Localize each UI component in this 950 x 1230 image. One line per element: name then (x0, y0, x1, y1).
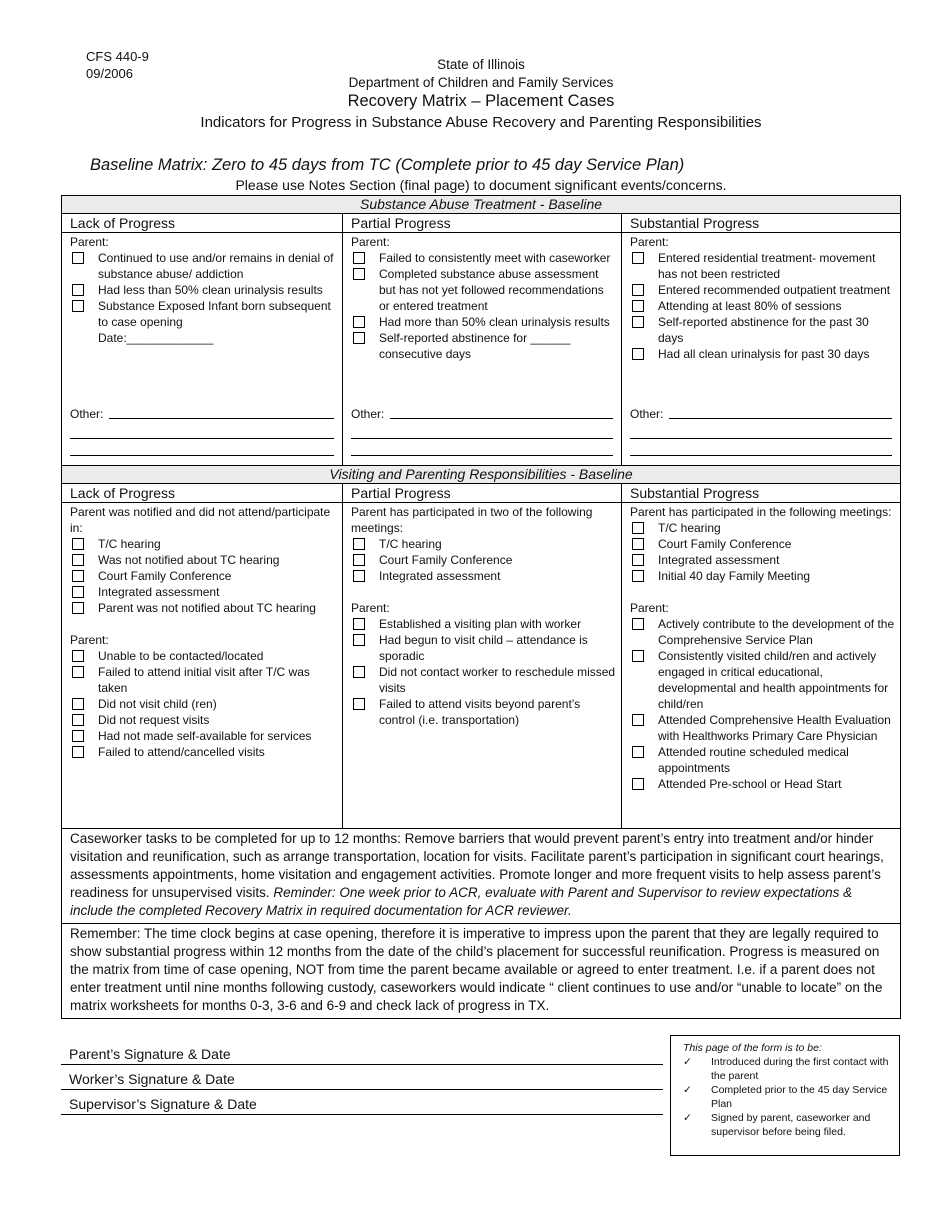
checkbox[interactable] (72, 586, 84, 598)
checklist-item[interactable]: Court Family Conference (630, 536, 896, 552)
checklist-item[interactable]: Integrated assessment (351, 568, 617, 584)
checkbox[interactable] (632, 746, 644, 758)
supervisor-signature-line[interactable]: Supervisor’s Signature & Date (61, 1090, 663, 1115)
other-line[interactable] (351, 422, 613, 439)
checklist-item[interactable]: T/C hearing (630, 520, 896, 536)
column-lack-of-progress: Lack of Progress (62, 214, 343, 233)
checklist-item[interactable]: Initial 40 day Family Meeting (630, 568, 896, 584)
checklist-item[interactable]: Failed to consistently meet with caseworker (351, 250, 617, 266)
checklist-item[interactable]: Was not notified about TC hearing (70, 552, 338, 568)
check-mark-icon: ✓ (683, 1056, 692, 1068)
usage-note-item: ✓ Introduced during the first contact with the parent (683, 1056, 889, 1082)
form-revision-date: 09/2006 (86, 66, 133, 81)
notes-instruction: Please use Notes Section (final page) to document significant events/concerns. (235, 177, 727, 193)
parent-label: Parent: (351, 235, 390, 249)
recovery-matrix-table (61, 195, 901, 1019)
parent-label: Parent: (630, 601, 669, 615)
checkbox[interactable] (632, 522, 644, 534)
checkbox[interactable] (72, 252, 84, 264)
checkbox[interactable] (632, 570, 644, 582)
checkbox[interactable] (72, 698, 84, 710)
form-title: Recovery Matrix – Placement Cases (347, 92, 615, 110)
checklist-item[interactable]: Had all clean urinalysis for past 30 days (630, 346, 896, 362)
worker-signature-line[interactable]: Worker’s Signature & Date (61, 1065, 663, 1090)
department-name: Department of Children and Family Services (348, 75, 614, 90)
checklist-item[interactable]: Court Family Conference (70, 568, 338, 584)
remember-note: Remember: The time clock begins at case opening, therefore it is imperative to impress upon the parent that they are legally required to show substantial progress within 12 months from the date of the child’s placement for successful reunification. Progress is measured on the matrix from time of case opening, NOT from time the parent became available or agreed to enter treatment. I.e. if a parent does not enter treatment until nine months following custody, caseworkers would indicate “ client continues to use and/or “unable to locate” on the matrix worksheets for months 0-3, 3-6 and 6-9 and check lack of progress in TX. (62, 924, 901, 1019)
checklist-item[interactable]: Attended Comprehensive Health Evaluation with Healthworks Primary Care Physician (630, 712, 896, 744)
checkbox[interactable] (632, 778, 644, 790)
other-line[interactable] (351, 439, 613, 456)
column-partial-progress: Partial Progress (343, 484, 622, 503)
visiting-partial-cell (343, 503, 622, 829)
checkbox[interactable] (72, 666, 84, 678)
checkbox[interactable] (72, 714, 84, 726)
checklist-item[interactable]: Self-reported abstinence for the past 30 days (630, 314, 896, 346)
checklist-item[interactable]: Self-reported abstinence for ______ consecutive days (351, 330, 617, 362)
checkbox[interactable] (72, 730, 84, 742)
intro-text: Parent has participated in the following meetings: (630, 505, 892, 519)
checklist-item[interactable]: Substance Exposed Infant born subsequent to case opening (70, 298, 338, 330)
visiting-substantial-cell (622, 503, 901, 829)
checkbox[interactable] (72, 570, 84, 582)
checkbox[interactable] (353, 618, 365, 630)
state-name: State of Illinois (437, 57, 525, 72)
substance-substantial-cell (622, 233, 901, 466)
column-substantial-progress: Substantial Progress (622, 484, 901, 503)
date-line[interactable]: Date:_____________ (98, 331, 214, 345)
parent-label: Parent: (630, 235, 669, 249)
checklist-item[interactable]: Had begun to visit child – attendance is sporadic (351, 632, 617, 664)
caseworker-tasks (62, 829, 901, 924)
checklist-item[interactable]: Failed to attend initial visit after T/C was taken (70, 664, 338, 696)
checklist-item[interactable]: Did not contact worker to reschedule missed visits (351, 664, 617, 696)
checklist-item[interactable]: Attending at least 80% of sessions (630, 298, 896, 314)
usage-note-title: This page of the form is to be: (683, 1042, 822, 1054)
check-mark-icon: ✓ (683, 1084, 692, 1096)
caseworker-tasks-text: Caseworker tasks to be completed for up to 12 months: Remove barriers that would prevent parent’s entry into treatment and/or hinder visitation and reunification, such as arrange transportation, location for visits. Facilitate parent’s participation in significant court hearings, assessments appointments, home visitation and engagement activities. Promote longer and more frequent visits to help assess parent’s readiness for unsupervised visits. (70, 831, 884, 900)
usage-note-item: ✓ Signed by parent, caseworker and supervisor before being filed. (683, 1112, 871, 1138)
checkbox[interactable] (632, 284, 644, 296)
checklist-item[interactable]: Unable to be contacted/located (70, 648, 338, 664)
checklist-item[interactable]: Had more than 50% clean urinalysis results (351, 314, 617, 330)
checkbox[interactable] (353, 538, 365, 550)
checklist-item[interactable]: Failed to attend visits beyond parent’s control (i.e. transportation) (351, 696, 617, 728)
checkbox[interactable] (632, 300, 644, 312)
form-usage-note (670, 1035, 900, 1156)
substance-lack-cell (62, 233, 343, 466)
form-number: CFS 440-9 (86, 49, 149, 64)
checklist-item[interactable]: Established a visiting plan with worker (351, 616, 617, 632)
acr-reminder: Reminder: One week prior to ACR, evaluate with Parent and Supervisor to review expectations & include the completed Recovery Matrix in required documentation for ACR reviewer. (70, 885, 853, 918)
checkbox[interactable] (353, 634, 365, 646)
checkbox[interactable] (353, 332, 365, 344)
checkbox[interactable] (632, 650, 644, 662)
parent-label: Parent: (351, 601, 390, 615)
other-line[interactable] (70, 439, 334, 456)
checklist-item[interactable]: Parent was not notified about TC hearing (70, 600, 338, 616)
checklist-item[interactable]: Did not visit child (ren) (70, 696, 338, 712)
checklist-item[interactable]: Integrated assessment (70, 584, 338, 600)
column-substantial-progress: Substantial Progress (622, 214, 901, 233)
checkbox[interactable] (72, 602, 84, 614)
checklist-item[interactable]: Integrated assessment (630, 552, 896, 568)
other-line[interactable] (630, 439, 892, 456)
checkbox[interactable] (353, 252, 365, 264)
checkbox[interactable] (632, 554, 644, 566)
parent-label: Parent: (70, 235, 109, 249)
checkbox[interactable] (632, 618, 644, 630)
other-field[interactable]: Other: (630, 406, 892, 422)
signature-block (61, 1040, 663, 1115)
other-line[interactable] (630, 422, 892, 439)
substance-section-title: Substance Abuse Treatment - Baseline (62, 196, 901, 214)
checkbox[interactable] (632, 252, 644, 264)
checkbox[interactable] (72, 284, 84, 296)
visiting-section-title: Visiting and Parenting Responsibilities - Baseline (62, 466, 901, 484)
other-line[interactable] (70, 422, 334, 439)
checklist-item[interactable]: Did not request visits (70, 712, 338, 728)
check-mark-icon: ✓ (683, 1112, 692, 1124)
checkbox[interactable] (72, 300, 84, 312)
checkbox[interactable] (632, 714, 644, 726)
checkbox[interactable] (353, 698, 365, 710)
checkbox[interactable] (72, 554, 84, 566)
checklist-item[interactable]: T/C hearing (351, 536, 617, 552)
checkbox[interactable] (632, 538, 644, 550)
checklist-item[interactable]: Had less than 50% clean urinalysis results (70, 282, 338, 298)
checkbox[interactable] (353, 554, 365, 566)
checkbox[interactable] (632, 348, 644, 360)
other-field[interactable]: Other: (351, 406, 613, 422)
checklist-item[interactable]: Consistently visited child/ren and actively engaged in critical educational, developmental and health appointments for child/ren (630, 648, 896, 712)
baseline-title: Baseline Matrix: Zero to 45 days from TC (Complete prior to 45 day Service Plan) (90, 156, 685, 174)
checklist-item[interactable]: Actively contribute to the development of the Comprehensive Service Plan (630, 616, 896, 648)
substance-partial-cell (343, 233, 622, 466)
checkbox[interactable] (353, 666, 365, 678)
intro-text: Parent was notified and did not attend/participate in: (70, 505, 331, 535)
checklist-item[interactable]: Continued to use and/or remains in denial of substance abuse/ addiction (70, 250, 338, 282)
checklist-item[interactable]: Failed to attend/cancelled visits (70, 744, 338, 760)
checkbox[interactable] (72, 650, 84, 662)
column-lack-of-progress: Lack of Progress (62, 484, 343, 503)
visiting-lack-cell (62, 503, 343, 829)
checkbox[interactable] (632, 316, 644, 328)
checkbox[interactable] (72, 538, 84, 550)
parent-label: Parent: (70, 633, 109, 647)
checkbox[interactable] (353, 316, 365, 328)
checkbox[interactable] (353, 570, 365, 582)
checkbox[interactable] (353, 268, 365, 280)
checklist-item[interactable]: Had not made self-available for services (70, 728, 338, 744)
form-subtitle: Indicators for Progress in Substance Abuse Recovery and Parenting Responsibilities (200, 114, 762, 131)
column-partial-progress: Partial Progress (343, 214, 622, 233)
parent-signature-line[interactable]: Parent’s Signature & Date (61, 1040, 663, 1065)
checklist-item[interactable]: Attended Pre-school or Head Start (630, 776, 896, 792)
checklist-item[interactable]: Completed substance abuse assessment but has not yet followed recommendations or entered treatment (351, 266, 617, 314)
other-field[interactable]: Other: (70, 406, 334, 422)
intro-text: Parent has participated in two of the following meetings: (351, 505, 593, 535)
usage-note-item: ✓ Completed prior to the 45 day Service Plan (683, 1084, 888, 1110)
checklist-item[interactable]: Entered residential treatment- movement has not been restricted (630, 250, 896, 282)
checklist-item[interactable]: Attended routine scheduled medical appointments (630, 744, 896, 776)
checklist-item[interactable]: Court Family Conference (351, 552, 617, 568)
checklist-item[interactable]: T/C hearing (70, 536, 338, 552)
checklist-item[interactable]: Entered recommended outpatient treatment (630, 282, 896, 298)
checkbox[interactable] (72, 746, 84, 758)
